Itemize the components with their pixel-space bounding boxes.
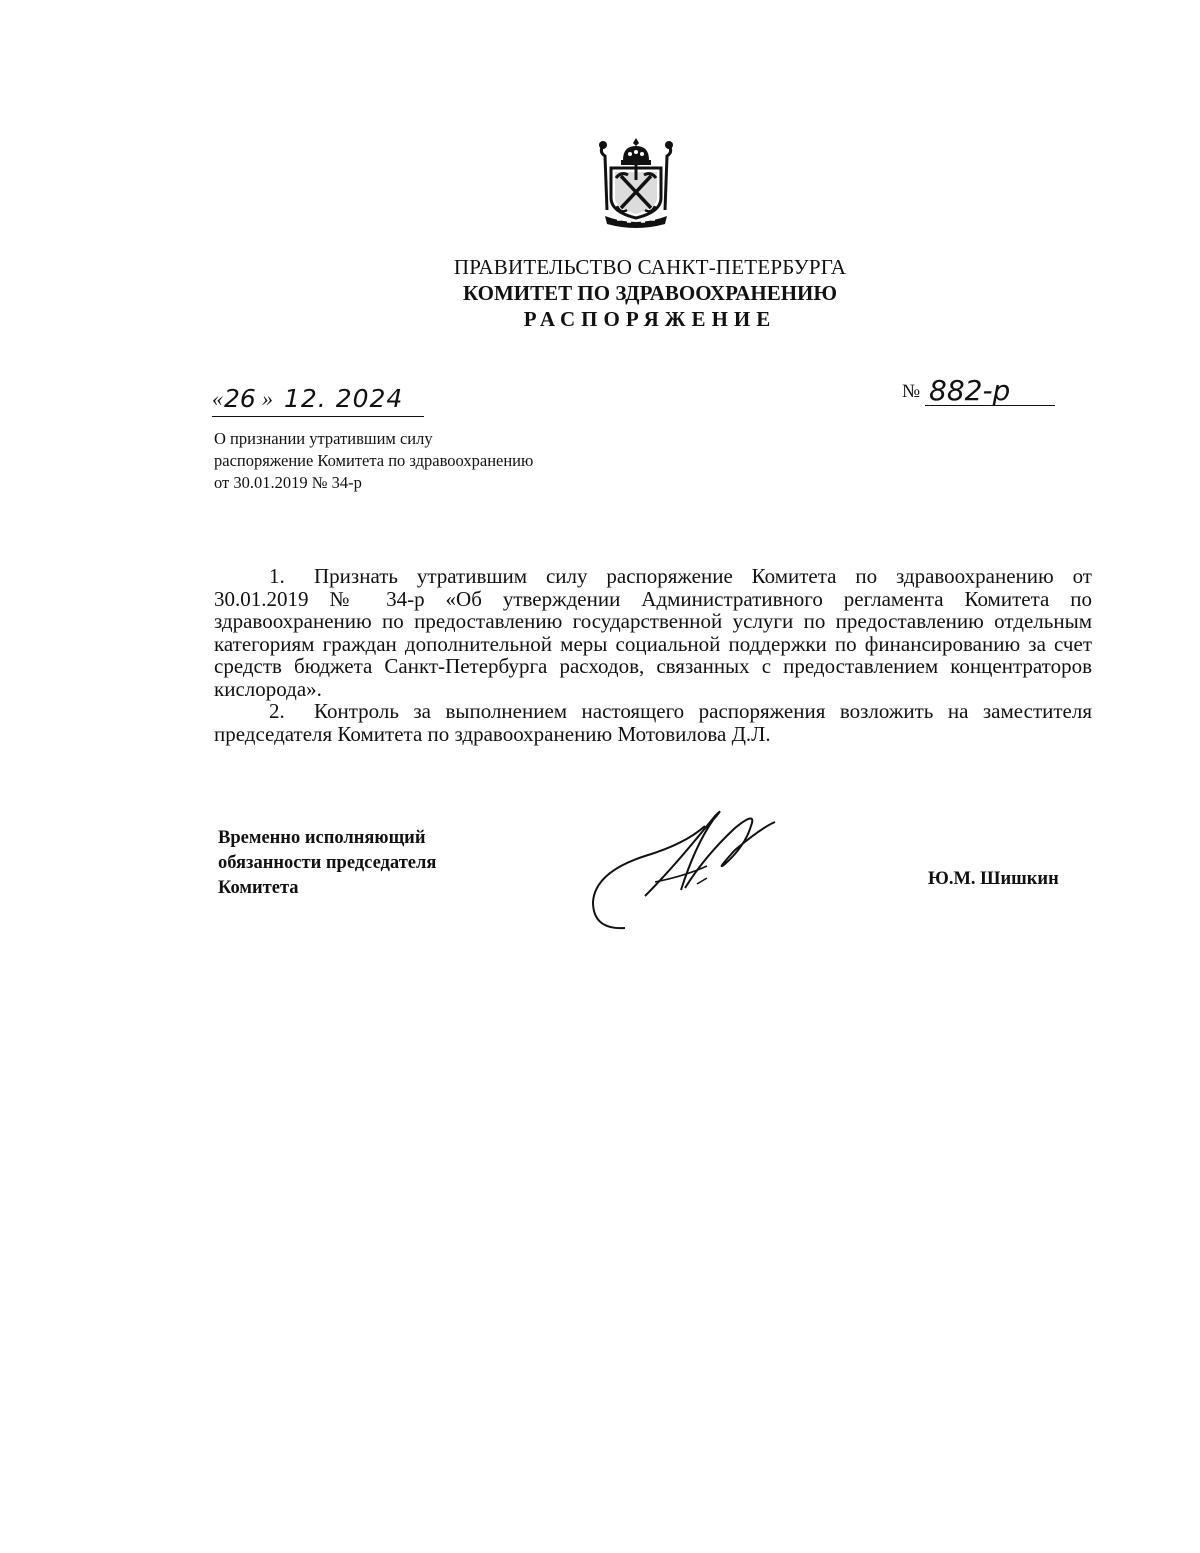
number-sign: № [902,381,921,402]
document-number [925,376,1055,406]
document-type-heading: РАСПОРЯЖЕНИЕ [523,307,777,331]
body-item-2 [214,700,1092,745]
item-text: Признать утратившим силу распоряжение Комитета по здравоохранению от 30.01.2019 № 34-р «Об утверждении Административного регламента Комитета по здравоохранению по предоставлению государственной услуги по предоставлению отдельным категориям граждан дополнительной меры социальной поддержки по финансированию за счет средств бюджета Санкт-Петербурга расходов, связанных с предоставлением концентраторов кислорода». [214,564,1092,701]
subject-line: распоряжение Комитета по здравоохранению [214,451,534,470]
date-day-handwritten: 26 [224,384,256,413]
signatory-title-line: Комитета [218,878,299,898]
subject-line: О признании утратившим силу [214,429,433,448]
document-number-handwritten: 882-р [929,374,1011,407]
item-number: 2. [269,699,285,723]
date-open-quote: « [212,386,223,411]
committee-heading: КОМИТЕТ ПО ЗДРАВООХРАНЕНИЮ [462,281,838,305]
body-item-1 [214,565,1092,700]
document-body [214,565,1092,745]
handwritten-signature [585,806,785,936]
coat-of-arms-emblem [597,136,675,228]
signatory-title-line: Временно исполняющий [218,828,426,848]
item-text: Контроль за выполнением настоящего распоряжения возложить на заместителя председателя Комитета по здравоохранению Мотовилова Д.Л. [214,699,1092,746]
document-date [212,384,424,417]
subject-line: от 30.01.2019 № 34-р [214,473,362,492]
date-month-year-handwritten: 12. 2024 [284,384,404,413]
document-subject [214,428,533,494]
signatory-title [218,826,436,901]
signatory-title-line: обязанности председателя [218,853,437,873]
signatory-name: Ю.М. Шишкин [928,869,1059,889]
government-heading: ПРАВИТЕЛЬСТВО САНКТ-ПЕТЕРБУРГА [453,255,847,279]
item-number: 1. [269,564,285,588]
date-close-quote: » [262,386,273,411]
